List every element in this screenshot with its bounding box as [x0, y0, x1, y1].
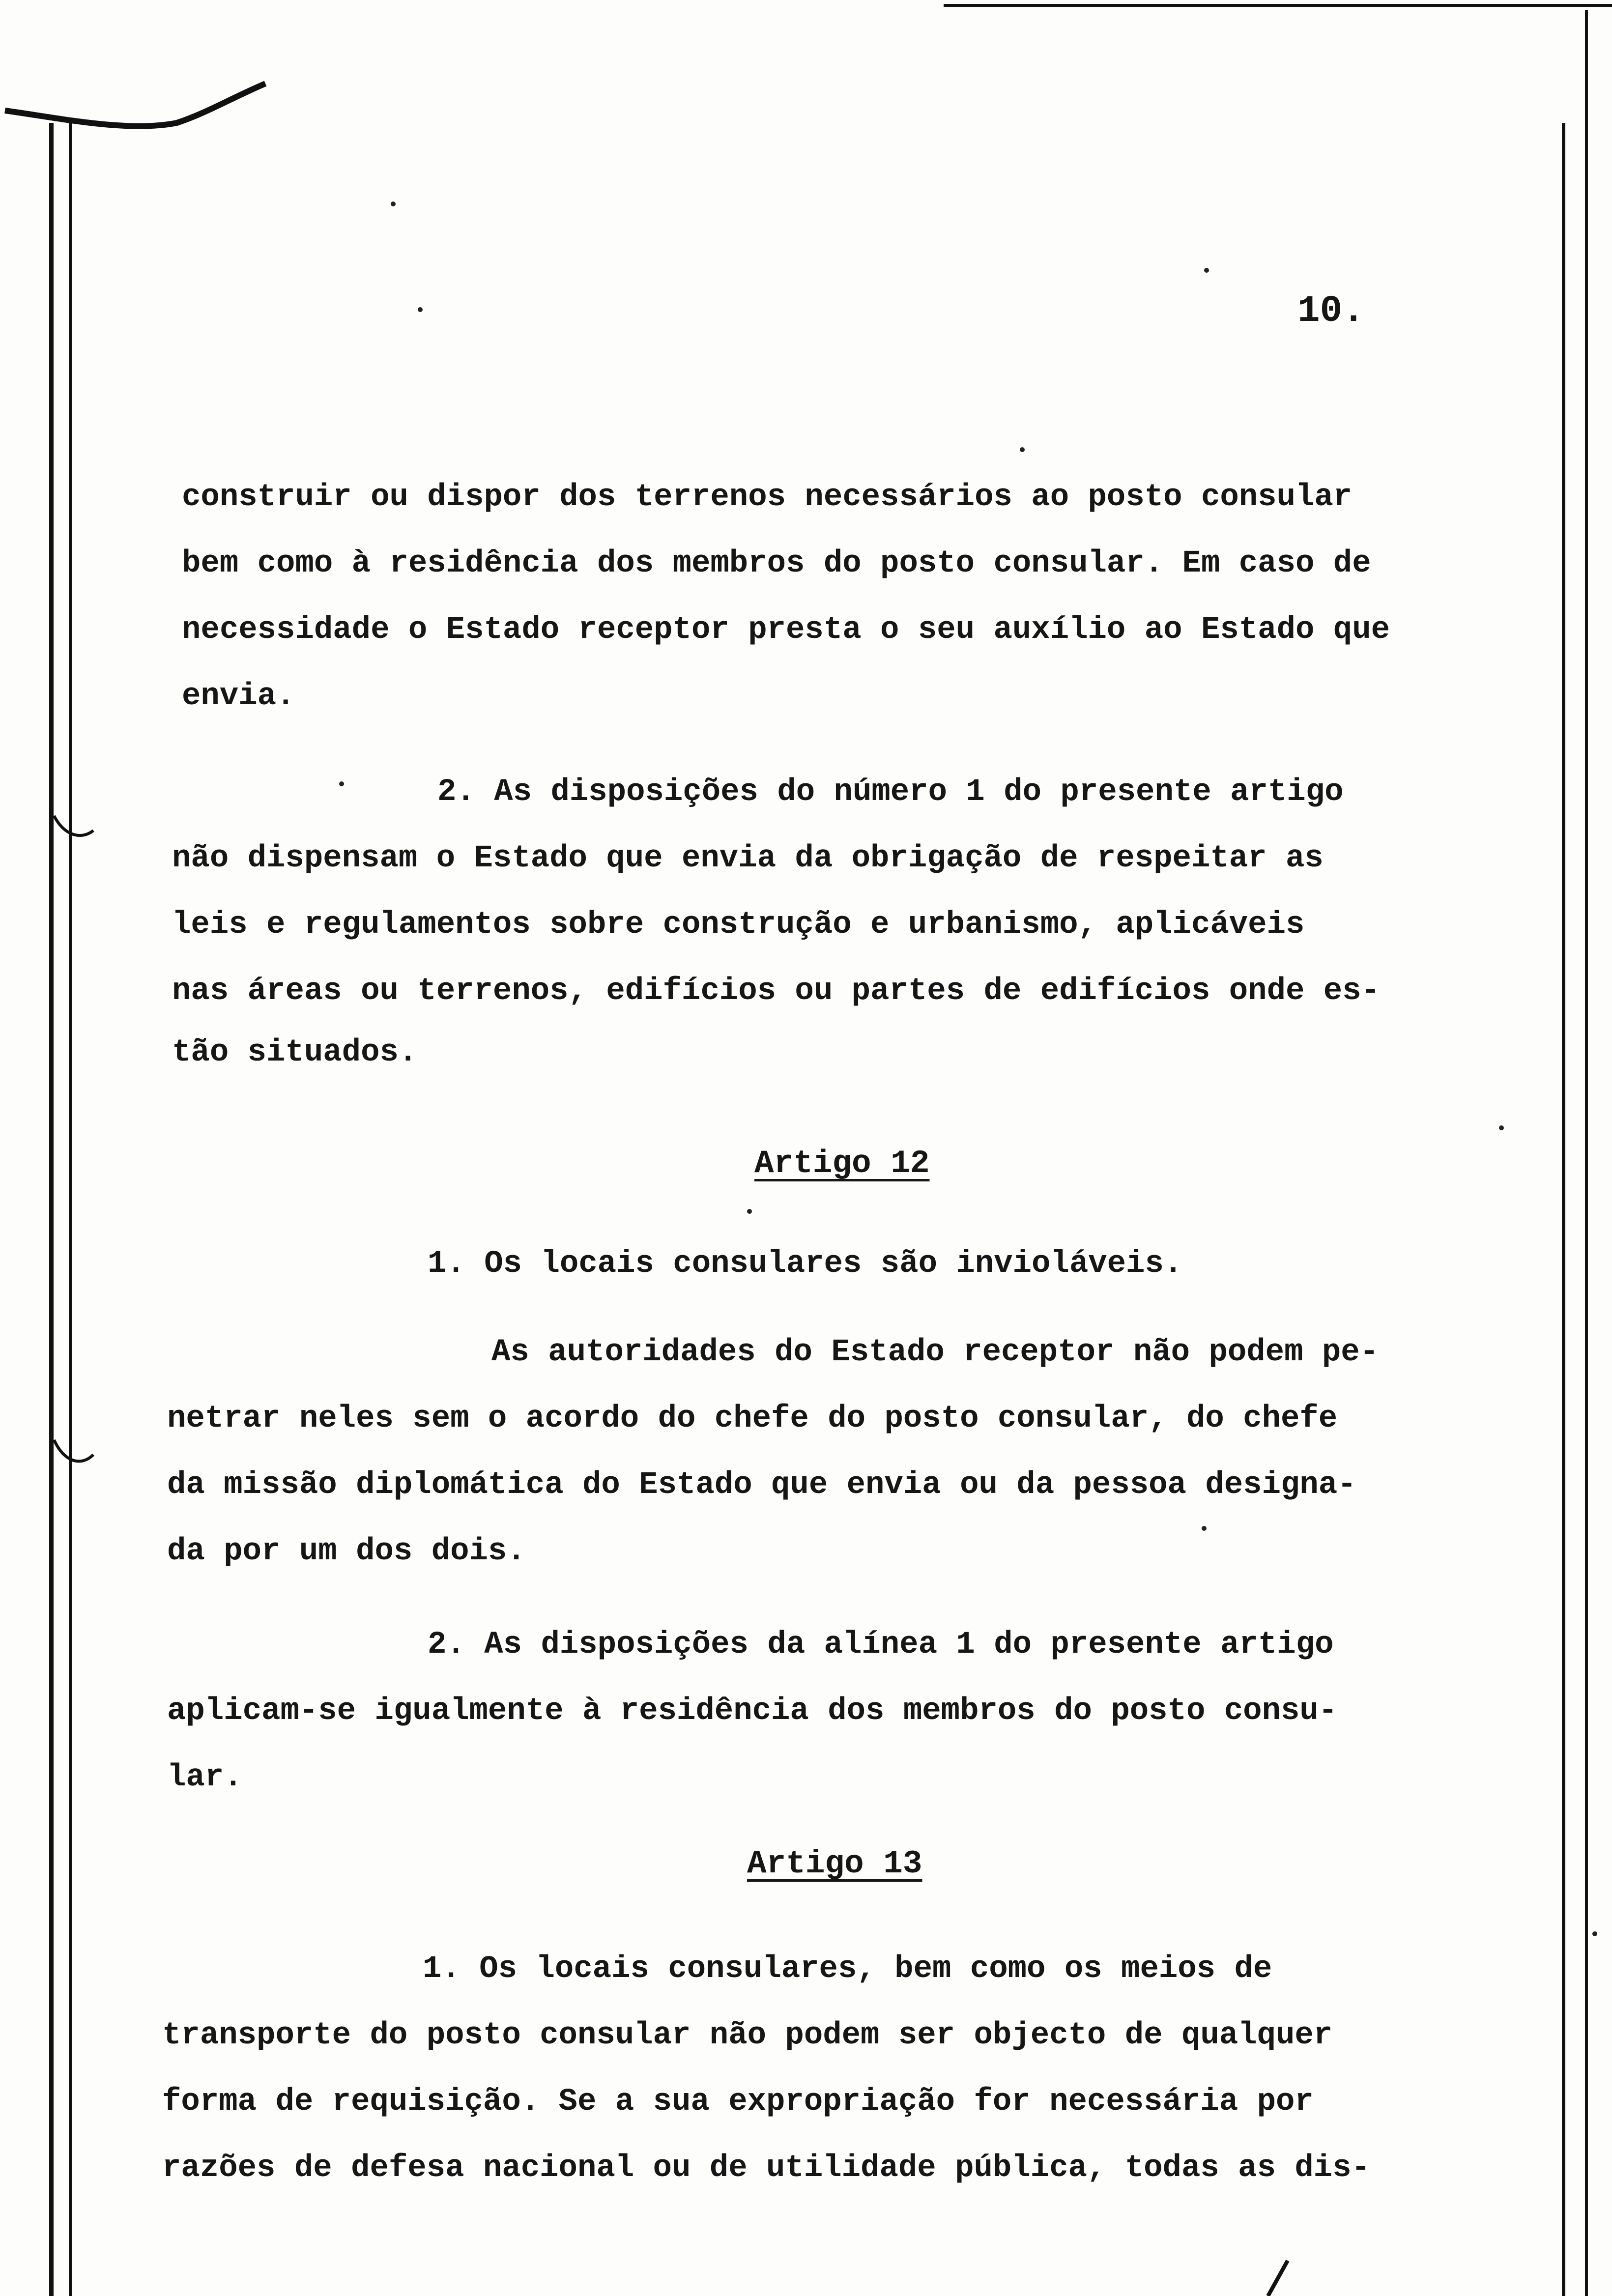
paragraph-line: 2. As disposições da alínea 1 do presente artigo: [428, 1627, 1334, 1663]
paragraph-line: tão situados.: [172, 1035, 418, 1070]
paragraph-line: As autoridades do Estado receptor não podem pe-: [491, 1335, 1379, 1370]
paragraph-line: 1. Os locais consulares são invioláveis.: [428, 1246, 1183, 1282]
paragraph-line: envia.: [182, 679, 295, 714]
paragraph-line: aplicam-se igualmente à residência dos membros do posto consu-: [167, 1693, 1338, 1729]
paragraph-line: não dispensam o Estado que envia da obrigação de respeitar as: [172, 841, 1324, 876]
paragraph-line: lar.: [167, 1760, 243, 1795]
article-heading: Artigo 13: [747, 1845, 922, 1882]
paragraph-line: necessidade o Estado receptor presta o seu auxílio ao Estado que: [182, 612, 1390, 648]
paragraph-line: transporte do posto consular não podem ser objecto de qualquer: [162, 2018, 1333, 2053]
article-heading: Artigo 12: [754, 1145, 930, 1182]
paragraph-line: da por um dos dois.: [167, 1534, 526, 1569]
paragraph-line: 2. As disposições do número 1 do presente artigo: [437, 775, 1344, 810]
paragraph-line: leis e regulamentos sobre construção e urbanismo, aplicáveis: [172, 907, 1305, 943]
paragraph-line: bem como à residência dos membros do posto consular. Em caso de: [182, 546, 1371, 581]
paragraph-line: forma de requisição. Se a sua expropriação for necessária por: [162, 2084, 1314, 2120]
paragraph-line: construir ou dispor dos terrenos necessários ao posto consular: [182, 480, 1353, 515]
paragraph-line: netrar neles sem o acordo do chefe do posto consular, do chefe: [167, 1401, 1338, 1436]
paragraph-line: da missão diplomática do Estado que envia ou da pessoa designa-: [167, 1467, 1356, 1503]
paragraph-line: nas áreas ou terrenos, edifícios ou partes de edifícios onde es-: [172, 974, 1380, 1009]
paragraph-line: razões de defesa nacional ou de utilidade pública, todas as dis-: [162, 2151, 1370, 2186]
page-number: 10.: [1297, 290, 1365, 332]
paragraph-line: 1. Os locais consulares, bem como os meios de: [423, 1952, 1272, 1987]
